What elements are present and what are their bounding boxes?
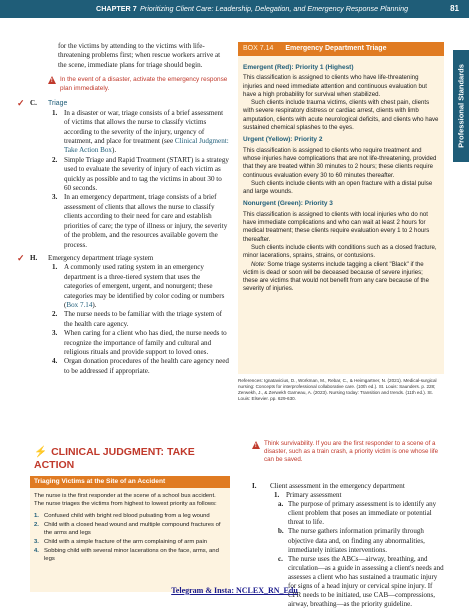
item-number: 4. (52, 357, 58, 366)
note-text: Some triage systems include tagging a client "Black" if the victim is dead or soon will be deceased because of severe injuries; these are victims that would not benefit from any care because of the severity of injuries. (243, 260, 429, 293)
item-text: Organ donation procedures of the health care agency need to be addressed if appropriate. (64, 357, 229, 375)
warning-note (48, 76, 230, 93)
list-item (34, 547, 226, 563)
triage-list (30, 109, 230, 250)
list-item (34, 521, 226, 537)
left-column (17, 42, 230, 376)
item-number: 3. (34, 539, 39, 545)
checkmark-icon: ✓ (17, 98, 25, 109)
item-text-end: ). (111, 146, 117, 155)
item-number: 4. (34, 548, 39, 554)
item-text: When caring for a client who has died, the nurse needs to recognize the importance of family and cultural and religious rituals and provide support to loved ones. (64, 329, 227, 356)
item-text: Sobbing child with several minor lacerations on the face, arms, and legs (44, 548, 219, 562)
item-text: The nurse uses the ABCs—airway, breathing, and circulation—as a guide in assessing a client's needs and assesses a client who has sustained a traumatic injury for signs of a head injury or cervical spine injury. If CPR needs to be initiated, use CAB—compressions, airway, breathing—as the priority guideline. (288, 554, 444, 609)
item-number: 1. (34, 513, 39, 519)
list-item (52, 156, 230, 194)
box-paragraph: This classification is assigned to clients who have life-threatening injuries and need immediate attention and continuous evaluation but have a high probability for survival when stabilized. (243, 74, 427, 98)
page-number: 81 (450, 4, 459, 13)
item-letter: a. (278, 500, 284, 509)
references: References: Ignatavicius, D., Workman, M., Rebar, C., & Heimgartner, N. (2021). Medical-surgical nursing: Concepts for interprofessional collaborative care. (10th ed.). St. Louis: Saunders. p. 228; Zerwekh, J., & Zerwekh Garneau, A. (2023). Nursing today: Transition and trends. (11th ed.). St. Louis: Elsevier. pp. 629-630. (238, 378, 437, 401)
list-item (34, 538, 226, 546)
clinical-judgment-box (30, 442, 230, 592)
box-number: BOX 7.14 (243, 45, 274, 52)
lightning-bolt-icon: ⚡ (34, 446, 48, 458)
note-label: Note: (251, 260, 266, 268)
checkmark-icon: ✓ (17, 252, 25, 263)
section-c-heading (17, 98, 230, 109)
item-number: 2. (34, 522, 39, 528)
box-paragraph: This classification is assigned to clients with local injuries who do not have immediate complications and who can wait at least 2 hours for medical treatment; these clients require evaluation every 1 to 2 hours thereafter. (243, 210, 430, 243)
item-text: In an emergency department, triage consists of a brief assessment of clients that allows the nurse to classify clients according to their need for care and establish priorities of care; the type of illness or injury, the severity of the problem, and the resources available govern the process. (64, 193, 228, 249)
item-text: Child with a simple fracture of the arm complaining of arm pain (44, 539, 208, 545)
list-item (52, 329, 230, 357)
emergent-heading: Emergent (Red): Priority 1 (Highest) (243, 64, 354, 71)
list-item (52, 193, 230, 249)
item-text: Simple Triage and Rapid Treatment (START) is a strategy used to evaluate the severity of injury of each victim as quickly as possible and to tag the victims in about 30 to 60 seconds. (64, 155, 229, 193)
side-tab (453, 50, 469, 162)
item-text: The nurse gathers information primarily through objective data and, on finding any abnormalities, immediately initiates interventions. (288, 527, 425, 554)
box-7-14 (238, 42, 444, 374)
intro-text: for the victims by attending to the victims with life-threatening problems first; when rescue workers arrive at the scene, immediate plans for triage should begin. (58, 42, 221, 69)
item-text: Child with a closed head wound and multiple compound fractures of the arms and legs (44, 522, 221, 536)
section-label: Client assessment in the emergency department (270, 482, 405, 490)
item-text: A commonly used rating system in an emergency department is a three-tiered system that uses the categories of emergent, urgent, and nonurgent; these categories may be identified by color coding or numbers ( (64, 263, 225, 309)
section-h-heading (17, 252, 230, 263)
item-number: 3. (52, 193, 58, 202)
warning-note-right (252, 440, 442, 465)
nonurgent-heading: Nonurgent (Green): Priority 3 (243, 200, 333, 208)
cj-list (34, 512, 226, 563)
box-note (243, 261, 439, 294)
section-label: Triage (48, 100, 68, 108)
section-letter: H. (30, 253, 38, 262)
box-paragraph: Such clients include clients with an open fracture with a distal pulse and large wounds. (243, 179, 433, 196)
item-letter: b. (278, 527, 284, 536)
item-text-end: ). (92, 300, 97, 309)
box-paragraph: Such clients include trauma victims, clients with chest pain, clients with severe respiratory distress or cardiac arrest, clients with limb amputation, clients with acute neurological deficits, and clients who have sustained chemical splashes to the eyes. (243, 99, 439, 132)
item-text: The purpose of primary assessment is to identify any client problem that poses an immediate or potential threat to life. (288, 500, 437, 527)
list-item (278, 555, 444, 609)
item-text: Confused child with bright red blood pulsating from a leg wound (44, 513, 210, 519)
box-reference-link[interactable]: Box 7.14 (66, 300, 93, 309)
warning-icon (48, 76, 56, 84)
item-text: Primary assessment (286, 491, 342, 500)
box-paragraph: This classification is assigned to clients who require treatment and whose injuries have complications that are not life-threatening, provided that they are treated within 30 minutes to 2 hours; these clients require continuous evaluation every 30 to 60 minutes thereafter. (243, 146, 437, 179)
item-number: 2. (52, 155, 58, 164)
section-label: Emergency department triage system (48, 253, 154, 262)
urgent-heading: Urgent (Yellow): Priority 2 (243, 136, 323, 144)
warning-icon (252, 441, 260, 449)
cj-title (30, 442, 230, 476)
item-number: 1. (274, 491, 280, 500)
section-i-heading (252, 482, 444, 491)
side-tab-label: Professional Standards (456, 64, 466, 148)
warning-text: Think survivability. If you are the first responder to a scene of a disaster, such as a train crash, a priority victim is one whose life can be saved. (264, 440, 439, 464)
item-text: In a disaster or war, triage consists of a brief assessment of victims that allows the nurse to classify victims according to the severity of the injury, urgency of treatment, and place for treatment (see (64, 108, 224, 146)
cross-reference-link[interactable]: Clinical Judgment: Take Action Box (64, 137, 229, 155)
box-paragraph: Such clients include clients with conditions such as a closed fracture, minor lacerations, sprains, strains, or contusions. (243, 243, 437, 260)
section-letter: C. (30, 99, 37, 108)
item-number: 3. (52, 329, 58, 338)
list-item (52, 263, 230, 310)
ed-triage-list (30, 263, 230, 376)
assessment-list (252, 491, 444, 500)
cj-title-line1: CLINICAL JUDGMENT: TAKE (51, 446, 195, 458)
item-number: 1. (52, 108, 58, 117)
chapter-label: CHAPTER 7 (96, 4, 137, 13)
list-item (34, 512, 226, 520)
cj-title-line2: ACTION (34, 459, 75, 471)
list-item (278, 527, 444, 554)
item-number: 2. (52, 310, 58, 319)
list-item (52, 109, 230, 156)
cj-body (30, 488, 230, 568)
list-item (278, 500, 444, 527)
cj-subtitle: Triaging Victims at the Site of an Accident (30, 476, 230, 488)
box-title: Emergency Department Triage (285, 45, 387, 52)
item-letter: c. (278, 554, 283, 563)
section-letter: I. (252, 482, 257, 490)
list-item (52, 310, 230, 329)
footer-watermark[interactable]: Telegram & Insta: NCLEX_RN_Edu (171, 586, 298, 595)
box-header (238, 42, 444, 56)
item-text: The nurse needs to be familiar with the triage system of the health care agency. (64, 310, 222, 328)
warning-text: In the event of a disaster, activate the emergency response plan immediately. (60, 76, 228, 92)
item-number: 1. (52, 263, 58, 272)
box-body (238, 56, 444, 298)
chapter-title: Prioritizing Client Care: Leadership, Delegation, and Emergency Response Planning (140, 4, 409, 13)
list-item (274, 491, 444, 500)
list-item (52, 357, 230, 376)
page-header (0, 0, 469, 18)
cj-intro: The nurse is the first responder at the scene of a school bus accident. The nurse triages the victims from highest to lowest priority as follows: (34, 493, 217, 507)
